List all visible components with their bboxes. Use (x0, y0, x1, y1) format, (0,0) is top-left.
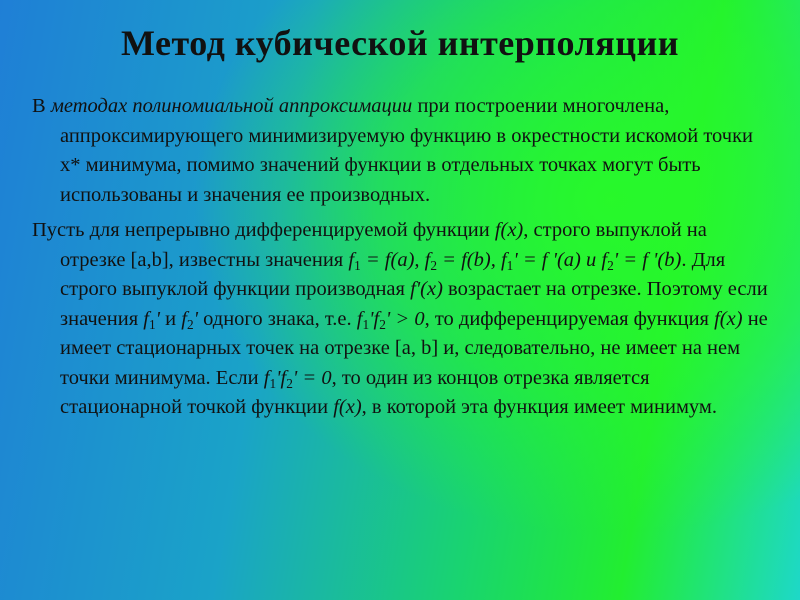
p2-math: ' > 0 (385, 307, 425, 330)
p1-lead: В (32, 95, 51, 117)
p2-math: ' (193, 307, 198, 330)
slide-title: Метод кубической интерполяции (121, 23, 679, 63)
p2-math: f (356, 307, 363, 330)
p2-math: f (348, 248, 355, 271)
p2-math: f (263, 366, 270, 389)
p2-text: , строго выпуклой на отрезке [a,b], известны значения (60, 219, 707, 271)
p2-subscript: 1 (148, 316, 156, 332)
p2-math: = f(a), f (360, 248, 431, 271)
p2-subscript: 1 (362, 316, 370, 332)
p2-subscript: 2 (286, 375, 293, 391)
paragraph-1 (32, 92, 772, 210)
p2-math: f(x) (714, 307, 743, 330)
p2-math: ' = 0 (292, 366, 332, 389)
p2-math: f(x) (333, 396, 362, 418)
p2-math: f(x) (494, 219, 524, 241)
p2-text: , то один из концов отрезка является стационарной точкой функции (60, 366, 650, 418)
p2-math: f (181, 307, 187, 330)
p1-rest: при построении многочлена, аппроксимирующего минимизируемую функцию в окрестности искомой точки x* минимума, помимо значений функции в отдельных точках могут быть использованы и значения ее производных. (60, 95, 754, 206)
p2-math: = f(b), f (437, 248, 507, 271)
p2-math: ' = f '(a) и f (513, 248, 608, 271)
p2-subscript: 2 (379, 316, 386, 332)
p2-math: ' = f '(b) (613, 248, 682, 271)
p2-math: f'(x) (410, 278, 443, 300)
p2-subscript: 2 (430, 257, 438, 273)
p2-text: и (160, 307, 182, 330)
p2-text: , то дифференцируемая функция (424, 307, 715, 330)
p2-subscript: 1 (354, 257, 361, 273)
p2-text: не имеет стационарных точек на отрезке [a, b] и, следовательно, не имеет на нем точки минимума. Если (60, 307, 768, 389)
p2-subscript: 1 (506, 257, 514, 273)
p2-text: , в которой эта функция имеет минимум. (361, 396, 717, 418)
p2-subscript: 2 (607, 257, 614, 273)
p2-text: возрастает на отрезке. Поэтому если значения (60, 278, 768, 330)
slide-body (32, 92, 772, 429)
p1-emphasis: методах полиномиальной аппроксимации (50, 95, 413, 117)
p2-math: ' (155, 307, 161, 330)
p2-subscript: 2 (186, 316, 194, 332)
paragraph-2 (32, 216, 772, 423)
p2-math: f (143, 307, 149, 330)
p2-text: одного знака, т.е. (198, 307, 357, 330)
p2-text: Пусть для непрерывно дифференцируемой функции (32, 219, 495, 241)
p2-math: 'f (369, 307, 380, 330)
p2-subscript: 1 (269, 375, 277, 391)
p2-math: 'f (276, 366, 287, 389)
p2-text: . Для строго выпуклой функции производная (60, 248, 726, 300)
